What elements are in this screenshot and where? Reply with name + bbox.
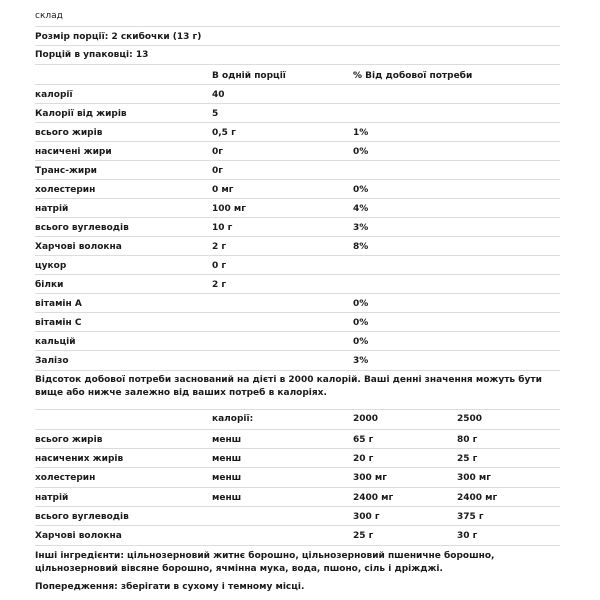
nutrient-name: натрій	[35, 204, 69, 214]
daily-values-row	[35, 506, 560, 525]
nutrition-row	[35, 274, 560, 293]
nutrient-name: насичені жири	[35, 147, 112, 157]
nutrition-row	[35, 312, 560, 331]
daily-values-row	[35, 429, 560, 448]
nutrient-daily-value: 0%	[353, 147, 369, 157]
nutrient-name: всього вуглеводів	[35, 223, 129, 233]
nutrient-name: Калорії від жирів	[35, 109, 127, 119]
nutrition-row	[35, 331, 560, 350]
dv-value-2500: 25 г	[457, 454, 478, 464]
nutrient-amount: 2 г	[212, 280, 227, 290]
nutrient-amount: 0г	[212, 166, 223, 176]
nutrient-daily-value: 4%	[353, 204, 369, 214]
nutrient-daily-value: 3%	[353, 356, 369, 366]
dv-value-2500: 300 мг	[457, 473, 491, 483]
serving-size-row	[35, 26, 560, 44]
nutrition-row	[35, 236, 560, 255]
dv-value-2000: 25 г	[353, 531, 374, 541]
dv-qualifier: менш	[212, 435, 242, 445]
servings-per-package: Порцій в упаковці: 13	[35, 50, 149, 60]
dv-value-2500: 375 г	[457, 512, 484, 522]
nutrient-amount: 40	[212, 90, 225, 100]
column-header-per-serving: В одній порції	[212, 71, 286, 81]
nutrient-name: цукор	[35, 261, 67, 271]
nutrient-name: всього жирів	[35, 128, 103, 138]
serving-size: Розмір порції: 2 скибочки (13 г)	[35, 32, 202, 42]
nutrient-daily-value: 0%	[353, 318, 369, 328]
dv-value-2000: 300 г	[353, 512, 380, 522]
dv-qualifier: менш	[212, 493, 242, 503]
section-title-row	[35, 7, 560, 27]
nutrition-row	[35, 217, 560, 236]
nutrition-row	[35, 141, 560, 160]
servings-per-package-row	[35, 45, 560, 64]
ingredients-text: Інші інгредієнти: цільнозерновий житнє борошно, цільнозерновий пшеничне борошно, цільнозерновий вівсяне борошно, ячмінна мука, вода, пшоно, сіль і дріжджі.	[35, 551, 495, 574]
storage-warning: Попередження: зберігати в сухому і темному місці.	[35, 582, 305, 592]
nutrient-amount: 100 мг	[212, 204, 246, 214]
nutrient-name: калорії	[35, 90, 73, 100]
nutrient-amount: 2 г	[212, 242, 227, 252]
nutrient-daily-value: 0%	[353, 299, 369, 309]
daily-values-calories-label: калорії:	[212, 414, 254, 424]
nutrient-name: кальцій	[35, 337, 76, 347]
daily-values-col-2000: 2000	[353, 414, 379, 424]
dv-nutrient-name: насичених жирів	[35, 454, 124, 464]
dv-nutrient-name: Харчові волокна	[35, 531, 122, 541]
daily-values-header	[35, 409, 560, 429]
nutrient-name: Залізо	[35, 356, 69, 366]
nutrition-row	[35, 293, 560, 312]
nutrition-row	[35, 103, 560, 122]
nutrition-row	[35, 122, 560, 141]
nutrition-row	[35, 84, 560, 103]
daily-value-footnote: Відсоток добової потреби заснований на дієті в 2000 калорій. Ваші денні значення можуть бути вище або нижче залежно від ваших потреб в калоріях.	[35, 375, 542, 398]
nutrient-name: Транс-жири	[35, 166, 97, 176]
nutrition-row	[35, 160, 560, 179]
nutrition-row	[35, 255, 560, 274]
dv-nutrient-name: холестерин	[35, 473, 96, 483]
nutrient-name: білки	[35, 280, 64, 290]
dv-value-2000: 65 г	[353, 435, 374, 445]
daily-values-row	[35, 448, 560, 467]
nutrient-name: Харчові волокна	[35, 242, 122, 252]
nutrient-name: вітамін А	[35, 299, 82, 309]
daily-values-row	[35, 525, 560, 544]
daily-values-row	[35, 467, 560, 486]
dv-value-2000: 20 г	[353, 454, 374, 464]
nutrition-column-headers	[35, 64, 560, 84]
nutrient-daily-value: 8%	[353, 242, 369, 252]
nutrient-amount: 0 г	[212, 261, 227, 271]
dv-nutrient-name: всього жирів	[35, 435, 103, 445]
nutrient-amount: 10 г	[212, 223, 233, 233]
nutrient-name: холестерин	[35, 185, 96, 195]
column-header-daily-value: % Від добової потреби	[353, 71, 473, 81]
dv-nutrient-name: всього вуглеводів	[35, 512, 129, 522]
dv-qualifier: менш	[212, 454, 242, 464]
daily-values-col-2500: 2500	[457, 414, 483, 424]
nutrition-row	[35, 198, 560, 217]
dv-nutrient-name: натрій	[35, 493, 69, 503]
nutrition-row	[35, 350, 560, 369]
nutrient-daily-value: 0%	[353, 185, 369, 195]
nutrient-daily-value: 3%	[353, 223, 369, 233]
dv-value-2000: 2400 мг	[353, 493, 394, 503]
nutrient-amount: 0,5 г	[212, 128, 236, 138]
nutrient-daily-value: 1%	[353, 128, 369, 138]
nutrient-amount: 0г	[212, 147, 223, 157]
nutrition-row	[35, 179, 560, 198]
dv-value-2500: 2400 мг	[457, 493, 498, 503]
dv-value-2500: 30 г	[457, 531, 478, 541]
divider	[35, 545, 560, 546]
nutrient-daily-value: 0%	[353, 337, 369, 347]
nutrient-name: вітамін С	[35, 318, 82, 328]
dv-value-2500: 80 г	[457, 435, 478, 445]
dv-qualifier: менш	[212, 473, 242, 483]
dv-value-2000: 300 мг	[353, 473, 387, 483]
section-title: склад	[35, 11, 63, 21]
divider	[35, 370, 560, 371]
daily-values-row	[35, 487, 560, 506]
nutrient-amount: 5	[212, 109, 219, 119]
nutrient-amount: 0 мг	[212, 185, 234, 195]
